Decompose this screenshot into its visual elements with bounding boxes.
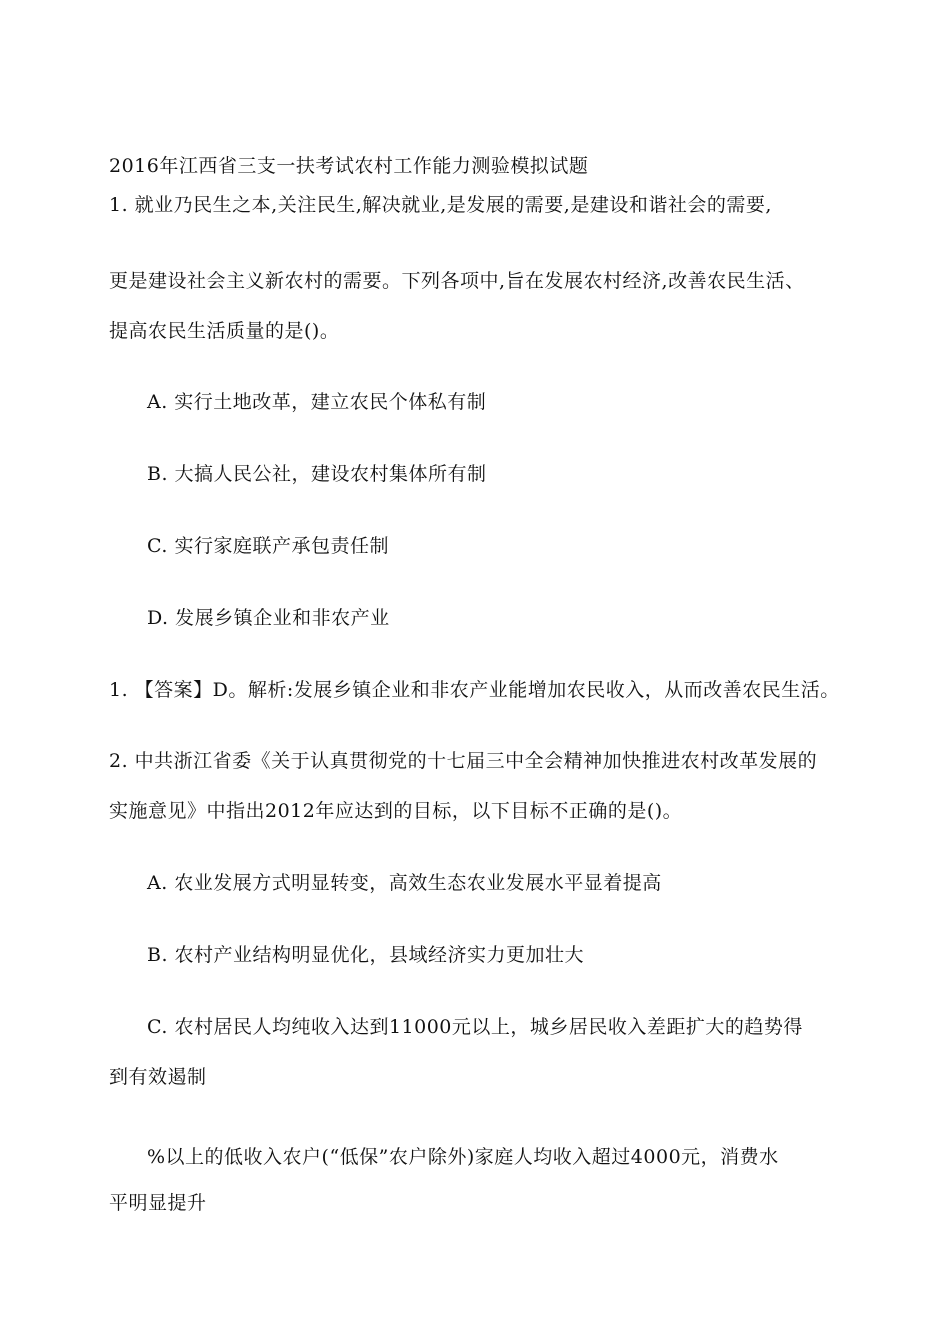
q1-option-b: B. 大搞人民公社，建设农村集体所有制 xyxy=(147,463,487,485)
q1-stem-line-3: 提高农民生活质量的是()。 xyxy=(109,320,340,342)
document-title: 2016年江西省三支一扶考试农村工作能力测验模拟试题 xyxy=(109,155,589,177)
q2-option-b: B. 农村产业结构明显优化，县域经济实力更加壮大 xyxy=(147,944,585,966)
q1-stem-line-1: 1. 就业乃民生之本,关注民生,解决就业,是发展的需要,是建设和谐社会的需要, xyxy=(109,194,772,216)
q2-option-c-line-2: 到有效遏制 xyxy=(109,1066,207,1088)
q1-option-c: C. 实行家庭联产承包责任制 xyxy=(147,535,389,557)
q1-answer: 1. 【答案】D。解析:发展乡镇企业和非农产业能增加农民收入，从而改善农民生活。 xyxy=(109,679,840,701)
q2-option-d-line-2: 平明显提升 xyxy=(109,1192,207,1214)
q1-option-a: A. 实行土地改革，建立农民个体私有制 xyxy=(147,391,487,413)
q2-option-d-line-1: %以上的低收入农户(“低保”农户除外)家庭人均收入超过4000元，消费水 xyxy=(147,1146,779,1168)
q2-option-a: A. 农业发展方式明显转变，高效生态农业发展水平显着提高 xyxy=(147,872,662,894)
q2-stem-line-2: 实施意见》中指出2012年应达到的目标，以下目标不正确的是()。 xyxy=(109,800,683,822)
q1-option-d: D. 发展乡镇企业和非农产业 xyxy=(147,607,390,629)
q2-option-c-line-1: C. 农村居民人均纯收入达到11000元以上，城乡居民收入差距扩大的趋势得 xyxy=(147,1016,803,1038)
q2-stem-line-1: 2. 中共浙江省委《关于认真贯彻党的十七届三中全会精神加快推进农村改革发展的 xyxy=(109,750,818,772)
q1-stem-line-2: 更是建设社会主义新农村的需要。下列各项中,旨在发展农村经济,改善农民生活、 xyxy=(109,270,805,292)
